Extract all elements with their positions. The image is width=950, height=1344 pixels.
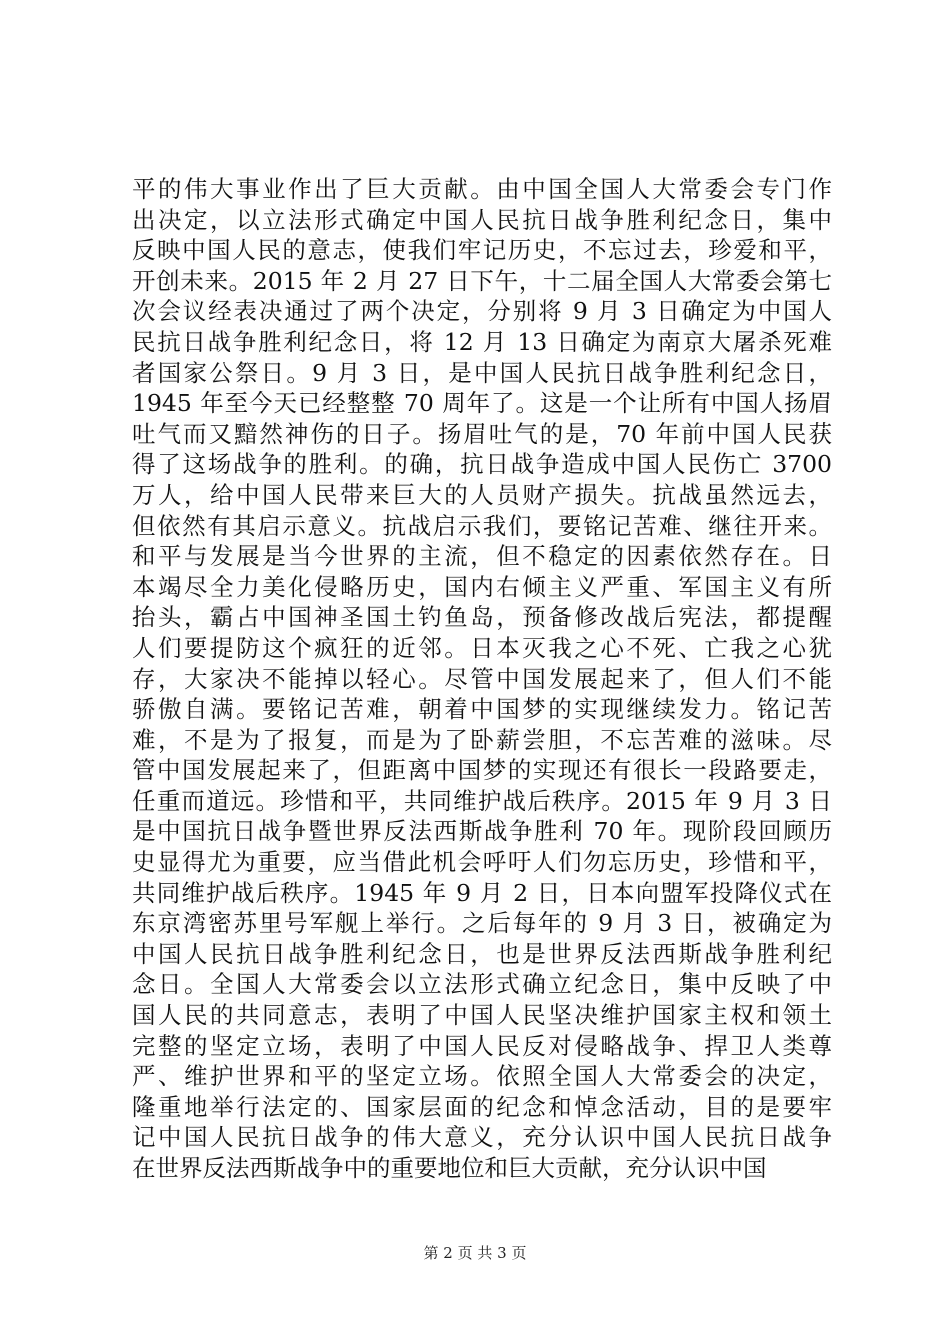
text-line: 和平与发展是当今世界的主流，但不稳定的因素依然存在。日 <box>132 542 832 571</box>
text-line: 完整的坚定立场，表明了中国人民反对侵略战争、捍卫人类尊 <box>132 1031 832 1060</box>
text-line: 人们要提防这个疯狂的近邻。日本灭我之心不死、亡我之心犹 <box>132 633 832 662</box>
text-line: 共同维护战后秩序。1945 年 9 月 2 日，日本向盟军投降仪式在 <box>132 878 832 907</box>
text-line: 是中国抗日战争暨世界反法西斯战争胜利 70 年。现阶段回顾历 <box>132 817 832 846</box>
text-line: 反映中国人民的意志，使我们牢记历史，不忘过去，珍爱和平， <box>132 236 832 265</box>
text-line: 抬头，霸占中国神圣国土钓鱼岛，预备修改战后宪法，都提醒 <box>132 603 832 632</box>
text-line: 严、维护世界和平的坚定立场。依照全国人大常委会的决定， <box>132 1062 832 1091</box>
text-line: 者国家公祭日。9 月 3 日，是中国人民抗日战争胜利纪念日， <box>132 358 832 387</box>
page-footer: 第 2 页 共 3 页 <box>423 1244 527 1262</box>
text-line: 得了这场战争的胜利。的确，抗日战争造成中国人民伤亡 3700 <box>132 450 832 479</box>
text-line: 任重而道远。珍惜和平，共同维护战后秩序。2015 年 9 月 3 日 <box>132 786 832 815</box>
text-line: 平的伟大事业作出了巨大贡献。由中国全国人大常委会专门作 <box>132 175 832 203</box>
text-line: 出决定，以立法形式确定中国人民抗日战争胜利纪念日，集中 <box>132 205 832 234</box>
text-line: 史显得尤为重要，应当借此机会呼吁人们勿忘历史，珍惜和平， <box>132 848 832 877</box>
text-line: 东京湾密苏里号军舰上举行。之后每年的 9 月 3 日，被确定为 <box>132 909 832 938</box>
text-line: 国人民的共同意志，表明了中国人民坚决维护国家主权和领土 <box>132 1001 832 1030</box>
text-line: 在世界反法西斯战争中的重要地位和巨大贡献，充分认识中国 <box>132 1154 767 1182</box>
text-line: 隆重地举行法定的、国家层面的纪念和悼念活动，目的是要牢 <box>132 1092 832 1121</box>
text-line: 但依然有其启示意义。抗战启示我们，要铭记苦难、继往开来。 <box>132 511 832 540</box>
text-line: 骄傲自满。要铭记苦难，朝着中国梦的实现继续发力。铭记苦 <box>132 695 832 724</box>
text-line: 吐气而又黯然神伤的日子。扬眉吐气的是，70 年前中国人民获 <box>132 419 832 448</box>
text-line: 念日。全国人大常委会以立法形式确立纪念日，集中反映了中 <box>132 970 832 999</box>
text-line: 记中国人民抗日战争的伟大意义，充分认识中国人民抗日战争 <box>132 1123 832 1152</box>
body-text <box>132 174 832 1184</box>
text-line: 次会议经表决通过了两个决定，分别将 9 月 3 日确定为中国人 <box>132 297 832 326</box>
text-line: 存，大家决不能掉以轻心。尽管中国发展起来了，但人们不能 <box>132 664 832 693</box>
text-line: 难，不是为了报复，而是为了卧薪尝胆，不忘苦难的滋味。尽 <box>132 725 832 754</box>
text-line: 1945 年至今天已经整整 70 周年了。这是一个让所有中国人扬眉 <box>132 389 832 418</box>
text-line: 中国人民抗日战争胜利纪念日，也是世界反法西斯战争胜利纪 <box>132 939 832 968</box>
text-line: 本竭尽全力美化侵略历史，国内右倾主义严重、军国主义有所 <box>132 572 832 601</box>
text-line: 开创未来。2015 年 2 月 27 日下午，十二届全国人大常委会第七 <box>132 266 832 295</box>
text-line: 民抗日战争胜利纪念日，将 12 月 13 日确定为南京大屠杀死难 <box>132 327 832 356</box>
text-line: 管中国发展起来了，但距离中国梦的实现还有很长一段路要走， <box>132 756 832 785</box>
text-line: 万人，给中国人民带来巨大的人员财产损失。抗战虽然远去， <box>132 480 832 509</box>
